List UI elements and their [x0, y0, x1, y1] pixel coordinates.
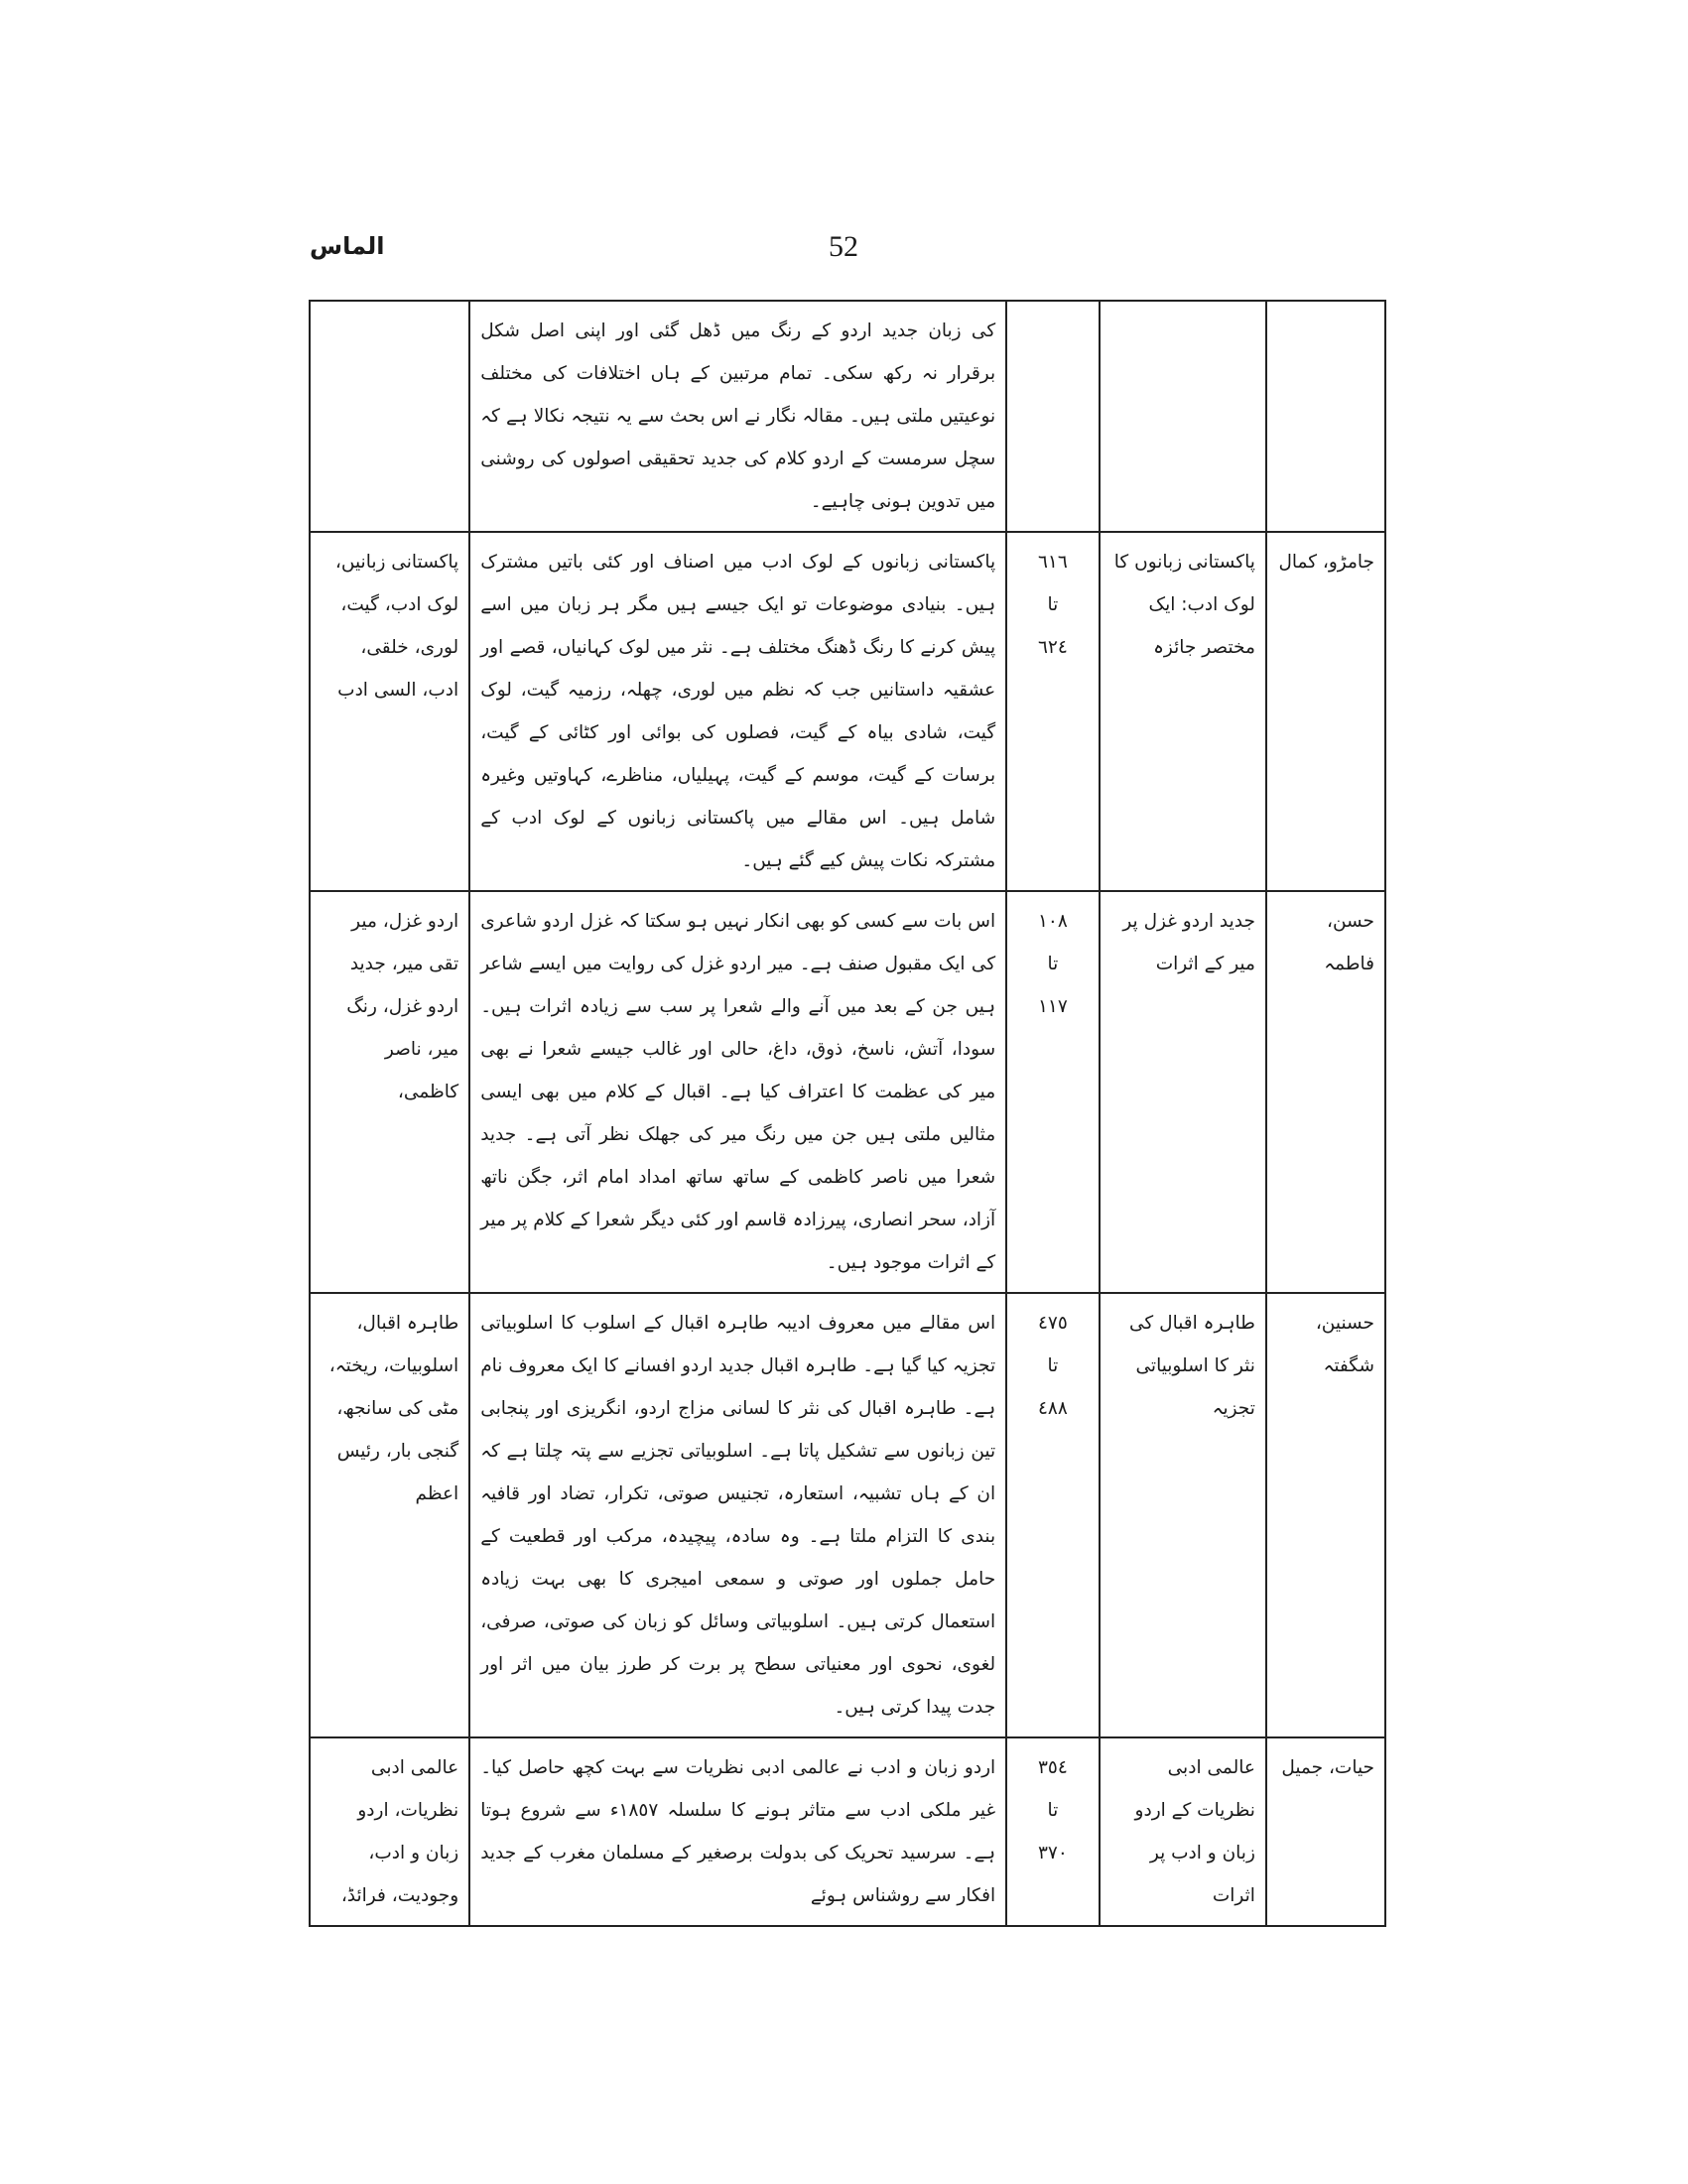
author-cell: حسنین، شگفتہ — [1266, 1293, 1385, 1737]
pages-cell — [1006, 1293, 1099, 1737]
table-row — [310, 532, 1385, 891]
title-cell: جدید اردو غزل پر میر کے اثرات — [1100, 891, 1266, 1293]
table-row — [310, 1293, 1385, 1737]
pages-cell — [1006, 891, 1099, 1293]
keywords-cell: عالمی ادبی نظریات، اردو زبان و ادب، وجودیت، فرائڈ، — [310, 1737, 469, 1926]
author-cell: جامڑو، کمال — [1266, 532, 1385, 891]
abstract-cell: کی زبان جدید اردو کے رنگ میں ڈھل گئی اور اپنی اصل شکل برقرار نہ رکھ سکی۔ تمام مرتبین کے ہاں اختلافات کی مختلف نوعیتیں ملتی ہیں۔ مقالہ نگار نے اس بحث سے یہ نتیجہ نکالا ہے کہ سچل سرمست کے اردو کلام کی جدید تحقیقی اصولوں کی روشنی میں تدوین ہونی چاہیے۔ — [469, 301, 1006, 532]
page-range-separator: تا — [1047, 1800, 1059, 1821]
page-end: ١١٧ — [1037, 996, 1068, 1017]
page-start: ٣٥٤ — [1037, 1757, 1068, 1778]
title-cell: عالمی ادبی نظریات کے اردو زبان و ادب پر اثرات — [1100, 1737, 1266, 1926]
pages-cell — [1006, 301, 1099, 532]
title-cell: پاکستانی زبانوں کا لوک ادب: ایک مختصر جائزہ — [1100, 532, 1266, 891]
page-end: ٦٢٤ — [1037, 637, 1068, 658]
journal-name: الماس — [310, 232, 385, 260]
table-row — [310, 1737, 1385, 1926]
keywords-cell: طاہرہ اقبال، اسلوبیات، ریختہ، مٹی کی سانجھ، گنجی بار، رئیس اعظم — [310, 1293, 469, 1737]
index-table — [309, 300, 1386, 1927]
page-range-separator: تا — [1047, 954, 1059, 974]
abstract-cell: اردو زبان و ادب نے عالمی ادبی نظریات سے بہت کچھ حاصل کیا۔ غیر ملکی ادب سے متاثر ہونے کا سلسلہ ١٨٥٧ء سے شروع ہوتا ہے۔ سرسید تحریک کی بدولت برصغیر کے مسلمان مغرب کے جدید افکار سے روشناس ہوئے — [469, 1737, 1006, 1926]
page-end: ٤٨٨ — [1037, 1398, 1068, 1419]
abstract-cell: اس مقالے میں معروف ادیبہ طاہرہ اقبال کے اسلوب کا اسلوبیاتی تجزیہ کیا گیا ہے۔ طاہرہ اقبال جدید اردو افسانے کا ایک معروف نام ہے۔ طاہرہ اقبال کی نثر کا لسانی مزاج اردو، انگریزی اور پنجابی تین زبانوں سے تشکیل پاتا ہے۔ اسلوبیاتی تجزیے سے پتہ چلتا ہے کہ ان کے ہاں تشبیہ، استعارہ، تجنیس صوتی، تکرار، تضاد اور قافیہ بندی کا التزام ملتا ہے۔ وہ سادہ، پیچیدہ، مرکب اور قطعیت کے حامل جملوں اور صوتی و سمعی امیجری کا بھی بہت زیادہ استعمال کرتی ہیں۔ اسلوبیاتی وسائل کو زبان کی صوتی، صرفی، لغوی، نحوی اور معنیاتی سطح پر برت کر طرز بیان میں اثر اور جدت پیدا کرتی ہیں۔ — [469, 1293, 1006, 1737]
author-cell: حسن، فاطمہ — [1266, 891, 1385, 1293]
author-cell: حیات، جمیل — [1266, 1737, 1385, 1926]
page-start: ٤٧٥ — [1037, 1313, 1068, 1334]
abstract-cell: پاکستانی زبانوں کے لوک ادب میں اصناف اور کئی باتیں مشترک ہیں۔ بنیادی موضوعات تو ایک جیسے ہیں مگر ہر زبان میں اسے پیش کرنے کا رنگ ڈھنگ مختلف ہے۔ نثر میں لوک کہانیاں، قصے اور عشقیہ داستانیں جب کہ نظم میں لوری، چھلہ، رزمیہ گیت، لوک گیت، شادی بیاہ کے گیت، فصلوں کی بوائی اور کٹائی کے گیت، برسات کے گیت، موسم کے گیت، پہیلیاں، مناظرے، کہاوتیں وغیرہ شامل ہیں۔ اس مقالے میں پاکستانی زبانوں کے لوک ادب کے مشترکہ نکات پیش کیے گئے ہیں۔ — [469, 532, 1006, 891]
title-cell: طاہرہ اقبال کی نثر کا اسلوبیاتی تجزیہ — [1100, 1293, 1266, 1737]
page-range-separator: تا — [1047, 1355, 1059, 1376]
page-range-separator: تا — [1047, 594, 1059, 615]
keywords-cell: پاکستانی زبانیں، لوک ادب، گیت، لوری، خلقی، ادب، السی ادب — [310, 532, 469, 891]
author-cell — [1266, 301, 1385, 532]
pages-cell — [1006, 1737, 1099, 1926]
keywords-cell: اردو غزل، میر تقی میر، جدید اردو غزل، رنگ میر، ناصر کاظمی، — [310, 891, 469, 1293]
table-row — [310, 301, 1385, 532]
page-start: ١٠٨ — [1037, 911, 1068, 932]
pages-cell — [1006, 532, 1099, 891]
title-cell — [1100, 301, 1266, 532]
table-row — [310, 891, 1385, 1293]
abstract-cell: اس بات سے کسی کو بھی انکار نہیں ہو سکتا کہ غزل اردو شاعری کی ایک مقبول صنف ہے۔ میر اردو غزل کی روایت میں ایسے شاعر ہیں جن کے بعد میں آنے والے شعرا پر سب سے زیادہ اثرات ہیں۔ سودا، آتش، ناسخ، ذوق، داغ، حالی اور غالب جیسے شعرا نے بھی میر کی عظمت کا اعتراف کیا ہے۔ اقبال کے کلام میں بھی ایسی مثالیں ملتی ہیں جن میں رنگ میر کی جھلک نظر آتی ہے۔ جدید شعرا میں ناصر کاظمی کے ساتھ ساتھ امداد امام اثر، جگن ناتھ آزاد، سحر انصاری، پیرزادہ قاسم اور کئی دیگر شعرا کے کلام پر میر کے اثرات موجود ہیں۔ — [469, 891, 1006, 1293]
page-start: ٦١٦ — [1037, 552, 1068, 573]
page-end: ٣٧٠ — [1037, 1843, 1068, 1863]
keywords-cell — [310, 301, 469, 532]
page-number: 52 — [829, 230, 858, 263]
